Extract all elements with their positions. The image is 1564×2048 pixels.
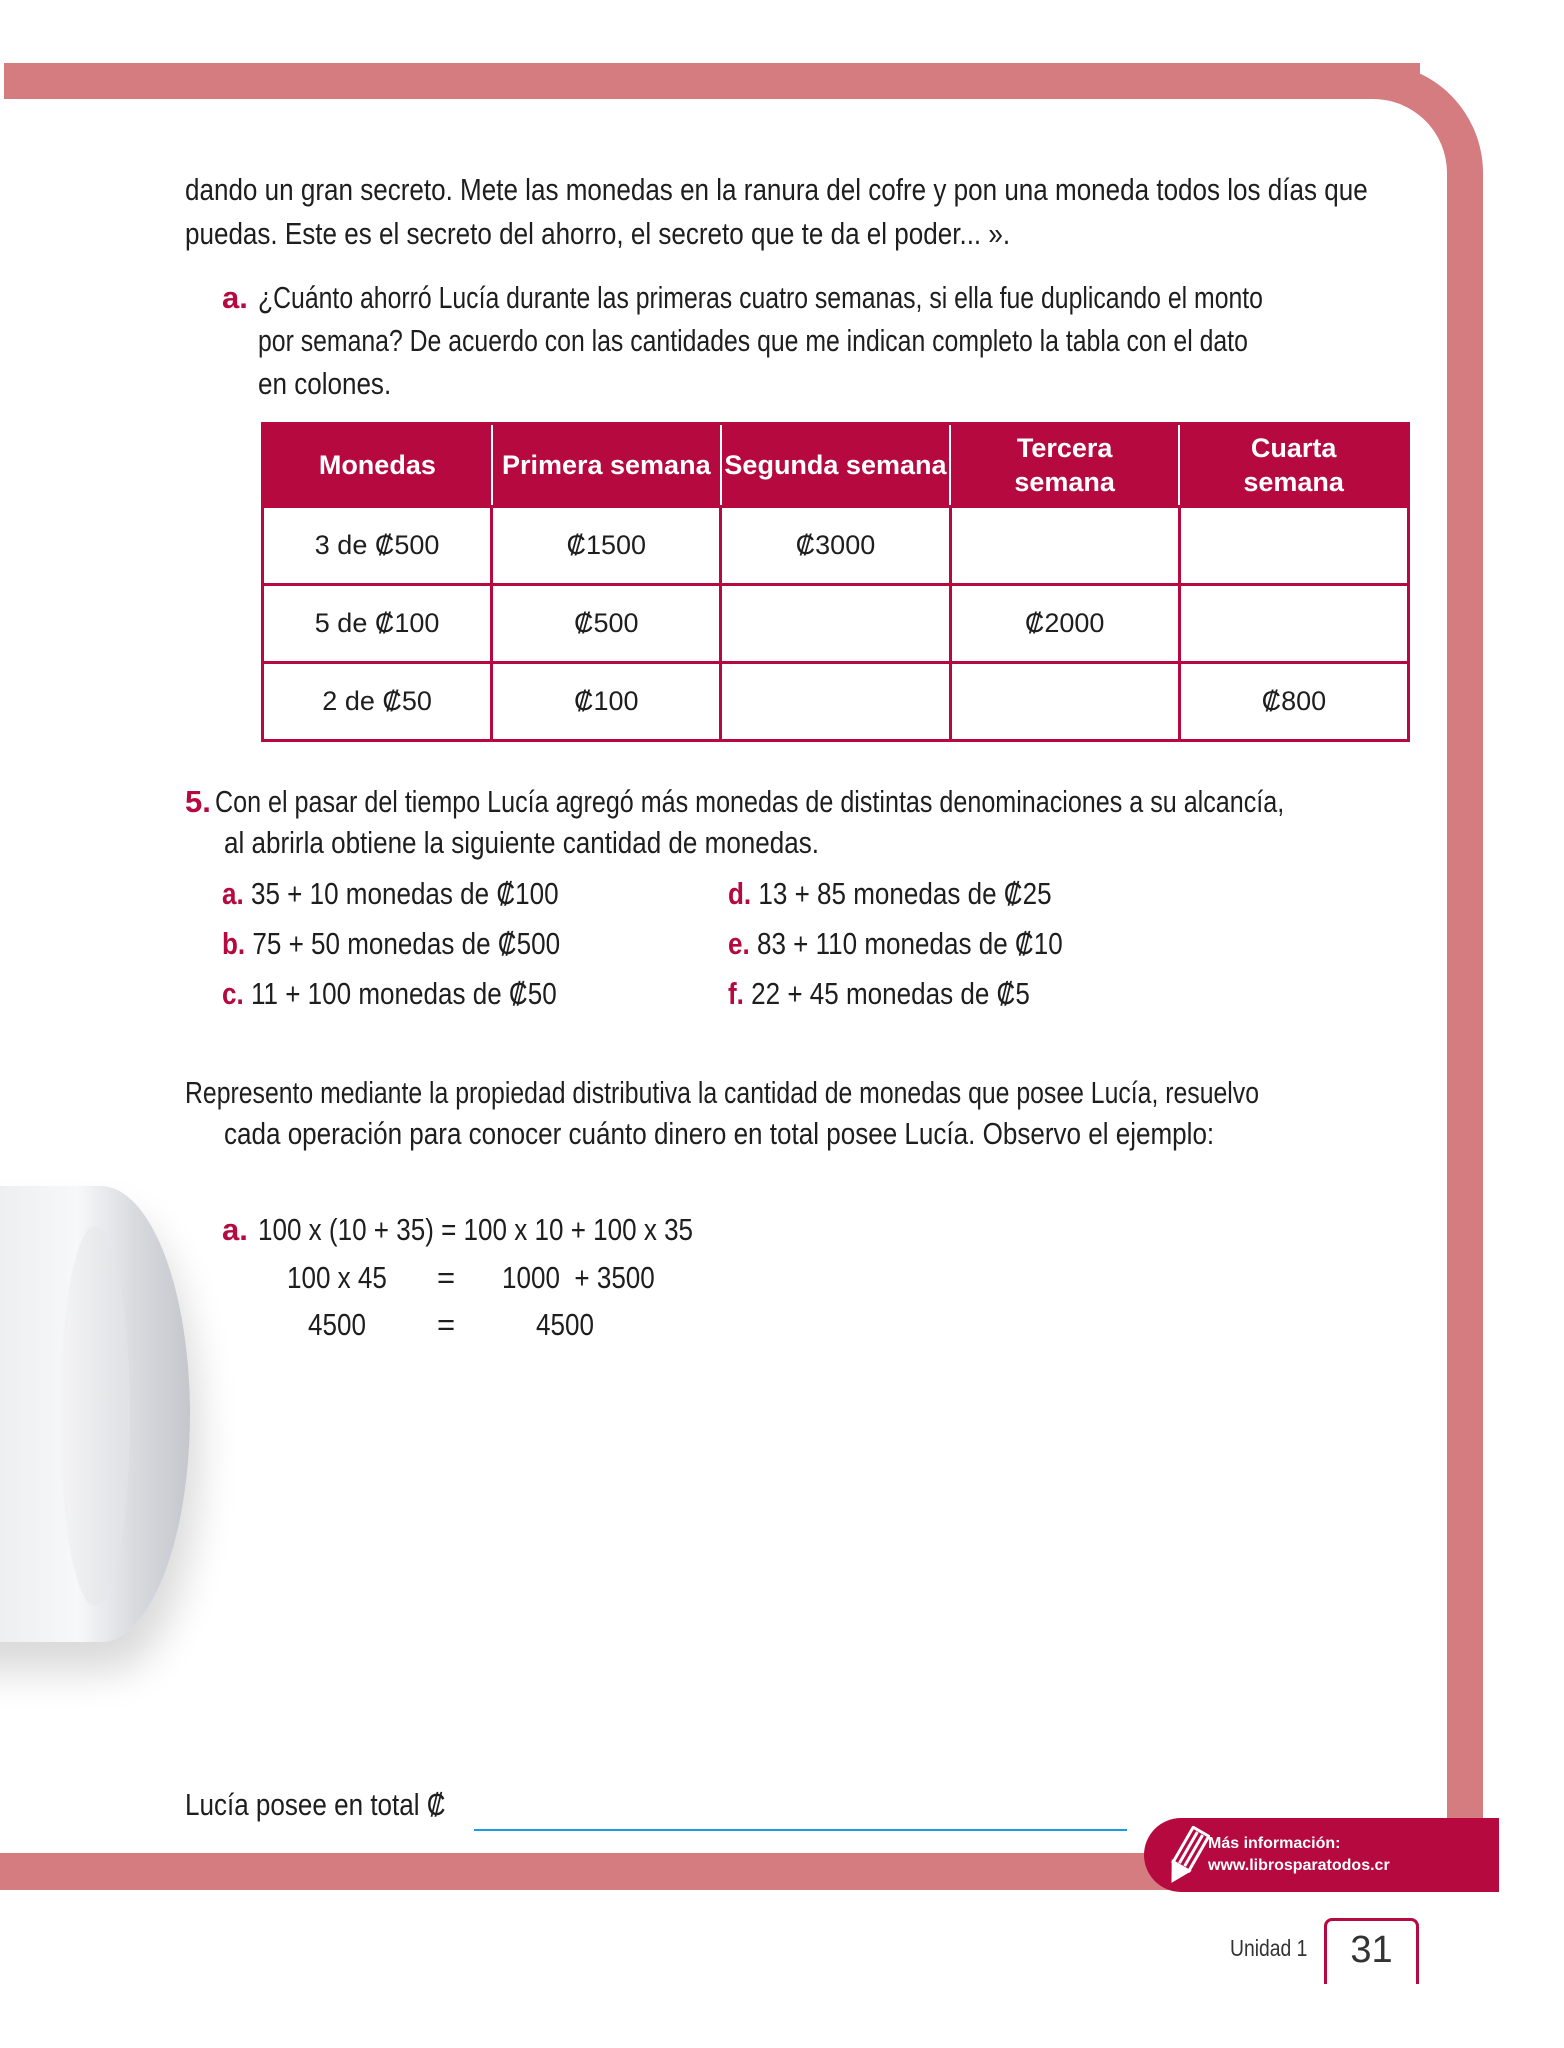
example-line-3-left: 4500 bbox=[308, 1307, 366, 1342]
option-c: c. 11 + 100 monedas de ₡50 bbox=[222, 976, 557, 1011]
unit-label: Unidad 1 bbox=[1230, 1935, 1308, 1961]
table-cell: ₡100 bbox=[492, 663, 721, 741]
table-row bbox=[263, 585, 1409, 663]
question-5-line: Con el pasar del tiempo Lucía agregó más monedas de distintas denominaciones a su alcancía, bbox=[215, 784, 1285, 819]
table-cell: ₡2000 bbox=[950, 585, 1179, 663]
header-week-3: Tercera semana bbox=[950, 424, 1179, 507]
table-cell-empty[interactable] bbox=[950, 507, 1179, 585]
table-row bbox=[263, 507, 1409, 585]
table-header-row bbox=[263, 424, 1409, 507]
table-row bbox=[263, 663, 1409, 741]
question-a-line: en colones. bbox=[258, 366, 392, 401]
answer-label: Lucía posee en total ₡ bbox=[185, 1787, 446, 1822]
table-cell: 2 de ₡50 bbox=[263, 663, 492, 741]
question-a-line: por semana? De acuerdo con las cantidades que me indican completo la tabla con el dato bbox=[258, 323, 1248, 358]
badge-url[interactable]: www.librosparatodos.cr bbox=[1208, 1857, 1390, 1874]
example-marker: a. bbox=[222, 1212, 248, 1247]
answer-input-line[interactable] bbox=[474, 1829, 1127, 1831]
table-cell: 5 de ₡100 bbox=[263, 585, 492, 663]
option-a: a. 35 + 10 monedas de ₡100 bbox=[222, 876, 559, 911]
intro-line: puedas. Este es el secreto del ahorro, el secreto que te da el poder... ». bbox=[185, 216, 1011, 251]
table-cell: 3 de ₡500 bbox=[263, 507, 492, 585]
header-monedas: Monedas bbox=[263, 424, 492, 507]
example-line-3-eq: = bbox=[437, 1307, 456, 1342]
option-f: f. 22 + 45 monedas de ₡5 bbox=[728, 976, 1030, 1011]
example-line-2-eq: = bbox=[437, 1260, 456, 1295]
table-cell-empty[interactable] bbox=[1179, 507, 1408, 585]
more-info-badge[interactable] bbox=[1144, 1818, 1499, 1892]
intro-line: dando un gran secreto. Mete las monedas en la ranura del cofre y pon una moneda todos los días que bbox=[185, 172, 1368, 207]
question-a-line: ¿Cuánto ahorró Lucía durante las primeras cuatro semanas, si ella fue duplicando el monto bbox=[258, 280, 1263, 315]
table-cell-empty[interactable] bbox=[1179, 585, 1408, 663]
right-decorative-band bbox=[1447, 200, 1483, 1840]
option-b: b. 75 + 50 monedas de ₡500 bbox=[222, 926, 561, 961]
instruction-line: Represento mediante la propiedad distributiva la cantidad de monedas que posee Lucía, resuelvo bbox=[185, 1075, 1259, 1110]
question-5-line: al abrirla obtiene la siguiente cantidad de monedas. bbox=[224, 825, 819, 860]
question-5-marker: 5. bbox=[185, 784, 211, 819]
band-edge bbox=[0, 63, 4, 99]
question-a-marker: a. bbox=[222, 280, 248, 315]
example-line-3-right: 4500 bbox=[536, 1307, 594, 1342]
header-week-4: Cuarta semana bbox=[1179, 424, 1408, 507]
roll-inner bbox=[60, 1226, 130, 1606]
paper-roll-image bbox=[0, 1186, 190, 1642]
table-cell: ₡500 bbox=[492, 585, 721, 663]
example-line-2-right: 1000 + 3500 bbox=[502, 1260, 655, 1295]
option-e: e. 83 + 110 monedas de ₡10 bbox=[728, 926, 1063, 961]
page-number: 31 bbox=[1324, 1918, 1419, 1984]
header-week-2: Segunda semana bbox=[721, 424, 950, 507]
example-line-2-left: 100 x 45 bbox=[287, 1260, 387, 1295]
savings-table bbox=[261, 422, 1410, 742]
badge-title: Más información: bbox=[1208, 1835, 1341, 1852]
header-week-1: Primera semana bbox=[492, 424, 721, 507]
table-cell-empty[interactable] bbox=[721, 663, 950, 741]
instruction-line: cada operación para conocer cuánto dinero en total posee Lucía. Observo el ejemplo: bbox=[224, 1116, 1215, 1151]
table-cell: ₡800 bbox=[1179, 663, 1408, 741]
table-cell: ₡3000 bbox=[721, 507, 950, 585]
example-line-1: 100 x (10 + 35) = 100 x 10 + 100 x 35 bbox=[258, 1212, 694, 1247]
pencil-icon bbox=[1164, 1826, 1210, 1886]
top-decorative-band bbox=[0, 63, 1420, 99]
table-cell-empty[interactable] bbox=[950, 663, 1179, 741]
bottom-decorative-band bbox=[0, 1853, 1180, 1890]
option-d: d. 13 + 85 monedas de ₡25 bbox=[728, 876, 1052, 911]
table-cell-empty[interactable] bbox=[721, 585, 950, 663]
table-cell: ₡1500 bbox=[492, 507, 721, 585]
